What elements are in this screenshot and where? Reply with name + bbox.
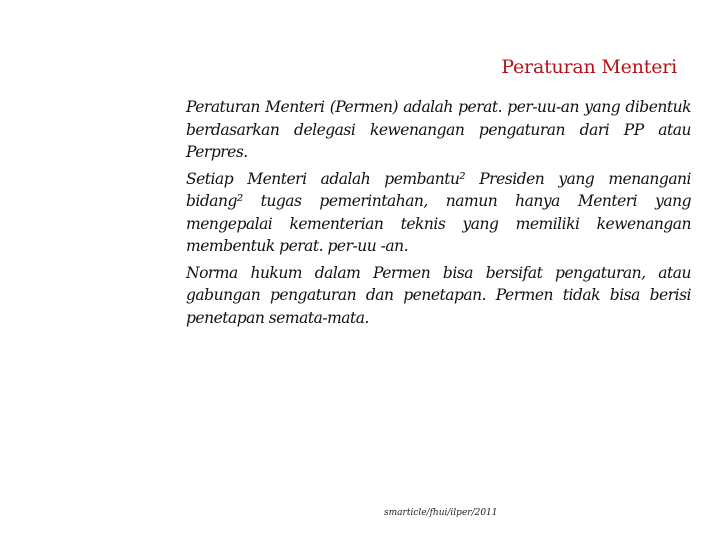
paragraph-authority: Setiap Menteri adalah pembantu² Presiden yang menangani bidang² tugas pemerintahan, namun hanya Menteri yang mengepalai kementerian teknis yang memiliki kewenangan membentuk perat. per-uu -an.: [186, 169, 691, 255]
paragraph-definition: Peraturan Menteri (Permen) adalah perat. per-uu-an yang dibentuk berdasarkan delegasi kewenangan pengaturan dari PP atau Perpres.: [186, 98, 691, 161]
slide-body: [186, 96, 691, 333]
slide-title: Peraturan Menteri: [501, 56, 677, 78]
footer-source: smarticle/fhui/ilper/2011: [384, 508, 498, 518]
paragraph-legal-norms: Norma hukum dalam Permen bisa bersifat pengaturan, atau gabungan pengaturan dan penetapan. Permen tidak bisa berisi penetapan semata-mata.: [186, 263, 691, 327]
